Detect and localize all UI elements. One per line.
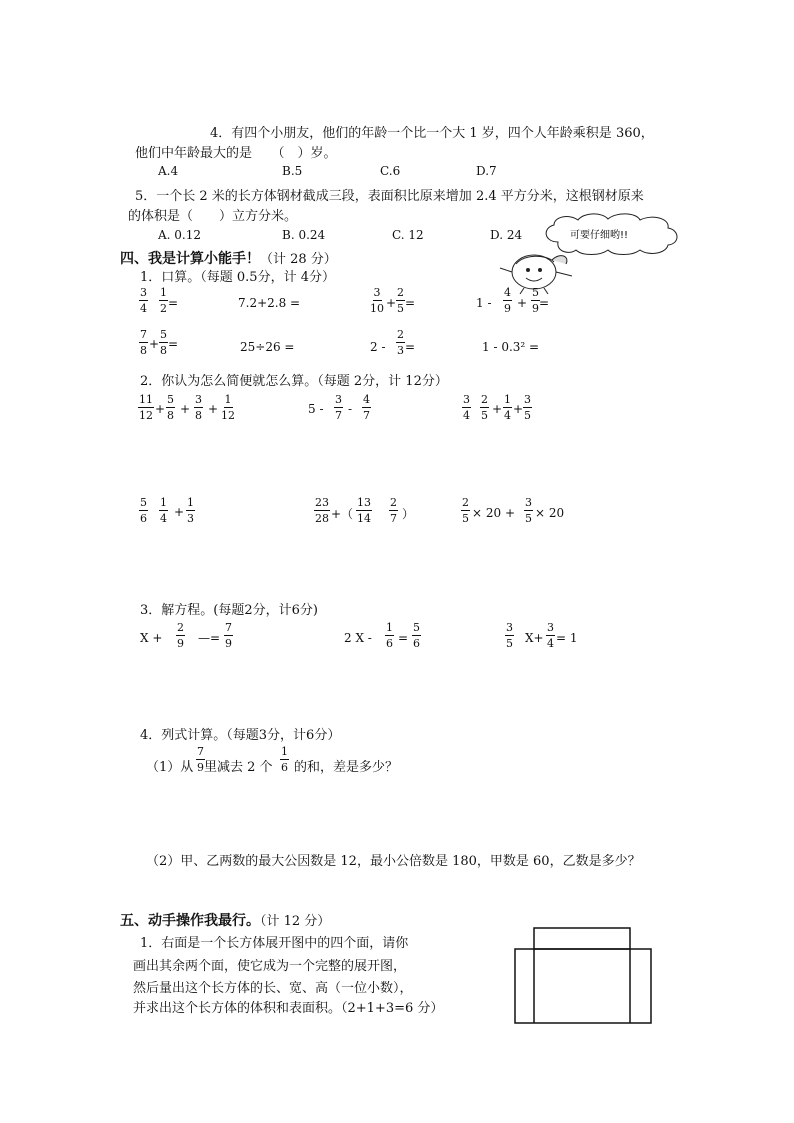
wp1-text-b: 里减去 2 个 — [204, 760, 273, 775]
section4-points: （计 28 分） — [260, 252, 337, 267]
expr-text: 2 X - — [344, 631, 372, 645]
bubble-text: 可要仔细哟!! — [570, 230, 629, 241]
fraction: $\frac{1}{12}$ — [221, 393, 235, 422]
equals-sign: = — [405, 340, 416, 354]
q4-line2: 他们中年龄最大的是 （ ）岁。 — [135, 146, 337, 161]
plus-sign: + — [149, 337, 160, 351]
wp1-text-a: （1）从 — [146, 760, 194, 775]
plus-sign: + — [208, 402, 219, 416]
equals-sign: = — [405, 296, 416, 310]
wp2-text: （2）甲、乙两数的最大公因数是 12，最小公倍数是 180，甲数是 60，乙数是多少？ — [146, 854, 641, 869]
expr-r2-d: 1 - 0.3² = — [482, 340, 540, 354]
fraction: $\frac{2}{5}$ — [462, 496, 469, 525]
expr-text: X + — [140, 631, 163, 645]
expr-text: X+ — [525, 631, 544, 645]
q5-option-b: B. 0.24 — [282, 228, 326, 242]
section4-title — [120, 248, 337, 268]
expr-text: —= — [198, 631, 221, 645]
fraction: $\frac{3}{5}$ — [524, 393, 531, 422]
fraction: $\frac{3}{8}$ — [195, 393, 202, 422]
wp1-text-c: 的和，差是多少？ — [294, 760, 399, 775]
section5-points: （计 12 分） — [260, 914, 331, 929]
q4-option-c: C.6 — [380, 164, 401, 178]
expr-r1-b: 7.2+2.8 = — [238, 296, 301, 310]
expr-text: 5 - — [308, 402, 324, 416]
expr-text: = 1 — [556, 631, 578, 645]
fraction: $\frac{7}{8}$ — [140, 328, 147, 357]
fraction: $\frac{4}{7}$ — [363, 393, 370, 422]
fraction: $\frac{5}{6}$ — [140, 496, 147, 525]
section5-heading: 五、动手操作我最行。 — [120, 913, 260, 929]
cuboid-net-diagram — [512, 926, 654, 1026]
fraction: $\frac{11}{12}$ — [139, 393, 153, 422]
expr-text: ） — [402, 507, 415, 521]
q5-option-d: D. 24 — [490, 228, 523, 242]
section4-heading: 四、我是计算小能手！ — [120, 251, 260, 267]
part1-title: 1．口算。（每题 0.5分，计 4分） — [140, 270, 335, 285]
fraction: $\frac{2}{7}$ — [390, 496, 397, 525]
fraction: $\frac{4}{9}$ — [504, 286, 511, 315]
fraction: $\frac{2}{9}$ — [177, 621, 184, 650]
fraction: $\frac{3}{4}$ — [463, 393, 470, 422]
q5-line1: 5．一个长 2 米的长方体钢材截成三段，表面积比原来增加 2.4 平方分米，这根钢材原来 — [135, 189, 644, 204]
sec5-line: 画出其余两个面，使它成为一个完整的展开图， — [133, 959, 407, 974]
plus-sign: + — [492, 402, 503, 416]
plus-sign: + — [517, 296, 528, 310]
plus-sign: + — [386, 296, 397, 310]
expr-text: 1 - — [476, 296, 492, 310]
sec5-line: 然后量出这个长方体的长、宽、高（一位小数）， — [133, 981, 413, 996]
plus-sign: + — [180, 402, 191, 416]
fraction: $\frac{3}{4}$ — [140, 286, 147, 315]
plus-sign: + — [155, 402, 166, 416]
fraction: $\frac{13}{14}$ — [357, 496, 371, 525]
fraction: $\frac{1}{6}$ — [386, 621, 393, 650]
fraction: $\frac{3}{4}$ — [547, 621, 554, 650]
equals-sign: = — [539, 296, 550, 310]
q5-option-c: C. 12 — [392, 228, 424, 242]
sec5-line: 并求出这个长方体的体积和表面积。（2+1+3=6 分） — [133, 1001, 444, 1016]
q4-option-d: D.7 — [476, 164, 497, 178]
plus-sign: + — [174, 505, 185, 519]
fraction: $\frac{3}{7}$ — [335, 393, 342, 422]
equals-sign: = — [168, 337, 179, 351]
fraction: $\frac{23}{28}$ — [315, 496, 329, 525]
q5-line2: 的体积是（ ）立方分米。 — [128, 209, 298, 224]
expr-text: × 20 — [535, 506, 565, 520]
q4-option-a: A.4 — [158, 164, 179, 178]
expr-text: +（ — [331, 507, 354, 521]
fraction: $\frac{1}{3}$ — [187, 496, 194, 525]
expr-text: × 20 + — [472, 506, 516, 520]
fraction: $\frac{1}{4}$ — [160, 496, 167, 525]
q5-option-a: A. 0.12 — [158, 228, 202, 242]
expr-text: 2 - — [370, 340, 386, 354]
minus-sign: - — [348, 402, 353, 416]
part2-title: 2．你认为怎么简便就怎么算。（每题 2分，计 12分） — [140, 374, 448, 389]
q4-line1: 4．有四个小朋友，他们的年龄一个比一个大 1 岁，四个人年龄乘积是 360， — [210, 126, 654, 141]
fraction: $\frac{5}{8}$ — [167, 393, 174, 422]
fraction: $\frac{2}{5}$ — [481, 393, 488, 422]
part4-title: 4．列式计算。（每题3分，计6分） — [140, 728, 341, 743]
fraction: $\frac{1}{2}$ — [160, 286, 167, 315]
equals-sign: = — [168, 296, 179, 310]
plus-sign: + — [513, 402, 524, 416]
fraction: $\frac{2}{3}$ — [397, 328, 404, 357]
fraction: $\frac{1}{4}$ — [504, 393, 511, 422]
fraction: $\frac{3}{5}$ — [525, 496, 532, 525]
fraction: $\frac{5}{6}$ — [413, 621, 420, 650]
section5-title — [120, 910, 330, 930]
part3-title: 3．解方程。(每题2分，计6分) — [140, 603, 318, 618]
fraction: $\frac{7}{9}$ — [197, 745, 204, 774]
equals-sign: = — [398, 631, 409, 645]
fraction: $\frac{3}{5}$ — [506, 621, 513, 650]
q4-option-b: B.5 — [282, 164, 303, 178]
fraction: $\frac{7}{9}$ — [225, 621, 232, 650]
fraction: $\frac{5}{8}$ — [160, 328, 167, 357]
fraction: $\frac{2}{5}$ — [397, 286, 404, 315]
fraction: $\frac{5}{9}$ — [532, 286, 539, 315]
fraction: $\frac{3}{10}$ — [370, 286, 384, 315]
fraction: $\frac{1}{6}$ — [281, 745, 288, 774]
expr-r2-b: 25÷26 = — [240, 340, 295, 354]
sec5-line: 1．右面是一个长方体展开图中的四个面，请你 — [140, 936, 409, 951]
